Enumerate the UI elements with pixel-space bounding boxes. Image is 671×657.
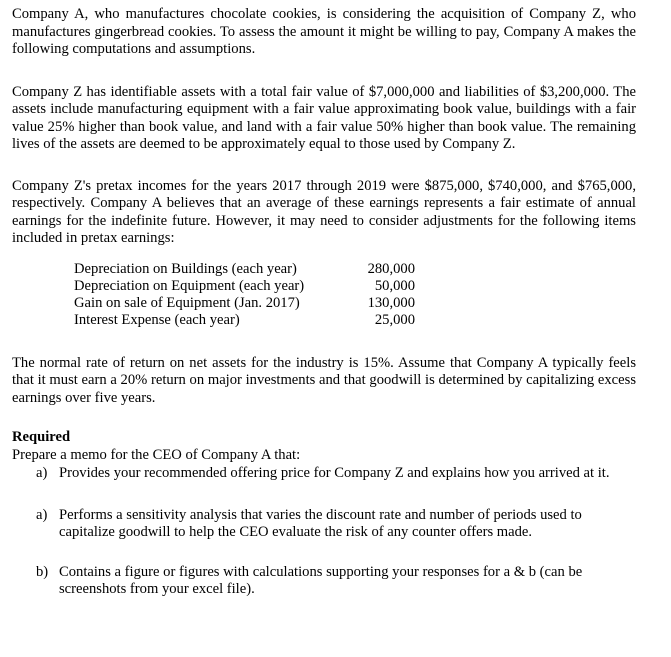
table-row bbox=[74, 312, 415, 329]
required-heading: Required bbox=[12, 429, 71, 445]
adjustment-amount: 25,000 bbox=[374, 311, 415, 328]
return-rate-paragraph: The normal rate of return on net assets for the industry is 15%. Assume that Company A typically feels that it must earn a 20% return on major investments and that goodwill is determined by capitalizing excess earnings over five years. bbox=[12, 354, 636, 406]
list-item bbox=[12, 564, 636, 599]
adjustment-item: Gain on sale of Equipment (Jan. 2017) bbox=[74, 294, 300, 311]
task-text: Performs a sensitivity analysis that varies the discount rate and number of periods used to capitalize goodwill to help the CEO evaluate the risk of any counter offers made. bbox=[59, 506, 582, 540]
earnings-paragraph: Company Z's pretax incomes for the years 2017 through 2019 were $875,000, $740,000, and $765,000, respectively. Company A believes that an average of these earnings represents a fair estimate of annual earnings for the indefinite future. However, it may need to consider adjustments for the following items included in pretax earnings: bbox=[12, 177, 636, 246]
required-intro: Prepare a memo for the CEO of Company A that: bbox=[12, 446, 301, 463]
intro-paragraph: Company A, who manufactures chocolate cookies, is considering the acquisition of Company Z, who manufactures gingerbread cookies. To assess the amount it might be willing to pay, Company A makes the following computations and assumptions. bbox=[12, 6, 636, 57]
table-row bbox=[74, 261, 415, 278]
list-item bbox=[12, 465, 636, 483]
adjustment-amount: 130,000 bbox=[367, 294, 415, 311]
assets-paragraph: Company Z has identifiable assets with a total fair value of $7,000,000 and liabilities of $3,200,000. The assets include manufacturing equipment with a fair value approximating book value, buildings with a fair value 25% higher than book value, and land with a fair value 50% higher than book value. The remaining lives of the assets are deemed to be approximately equal to those used by Company Z. bbox=[12, 83, 636, 152]
required-section bbox=[12, 429, 636, 599]
adjustment-item: Interest Expense (each year) bbox=[74, 311, 240, 328]
adjustment-item: Depreciation on Equipment (each year) bbox=[74, 277, 305, 294]
task-list bbox=[12, 465, 636, 599]
adjustments-table bbox=[74, 261, 415, 329]
list-marker: a) bbox=[36, 465, 48, 481]
task-text: Contains a figure or figures with calculations supporting your responses for a & b (can be screenshots from your excel file). bbox=[59, 563, 583, 597]
adjustment-amount: 280,000 bbox=[367, 260, 415, 277]
adjustment-item: Depreciation on Buildings (each year) bbox=[74, 260, 297, 277]
document-page bbox=[12, 6, 636, 599]
list-marker: b) bbox=[36, 563, 49, 580]
adjustment-amount: 50,000 bbox=[374, 277, 415, 294]
list-item bbox=[12, 507, 636, 542]
task-text: Provides your recommended offering price for Company Z and explains how you arrived at it. bbox=[59, 465, 610, 481]
list-marker: a) bbox=[36, 506, 48, 523]
table-row bbox=[74, 278, 415, 295]
table-row bbox=[74, 295, 415, 312]
